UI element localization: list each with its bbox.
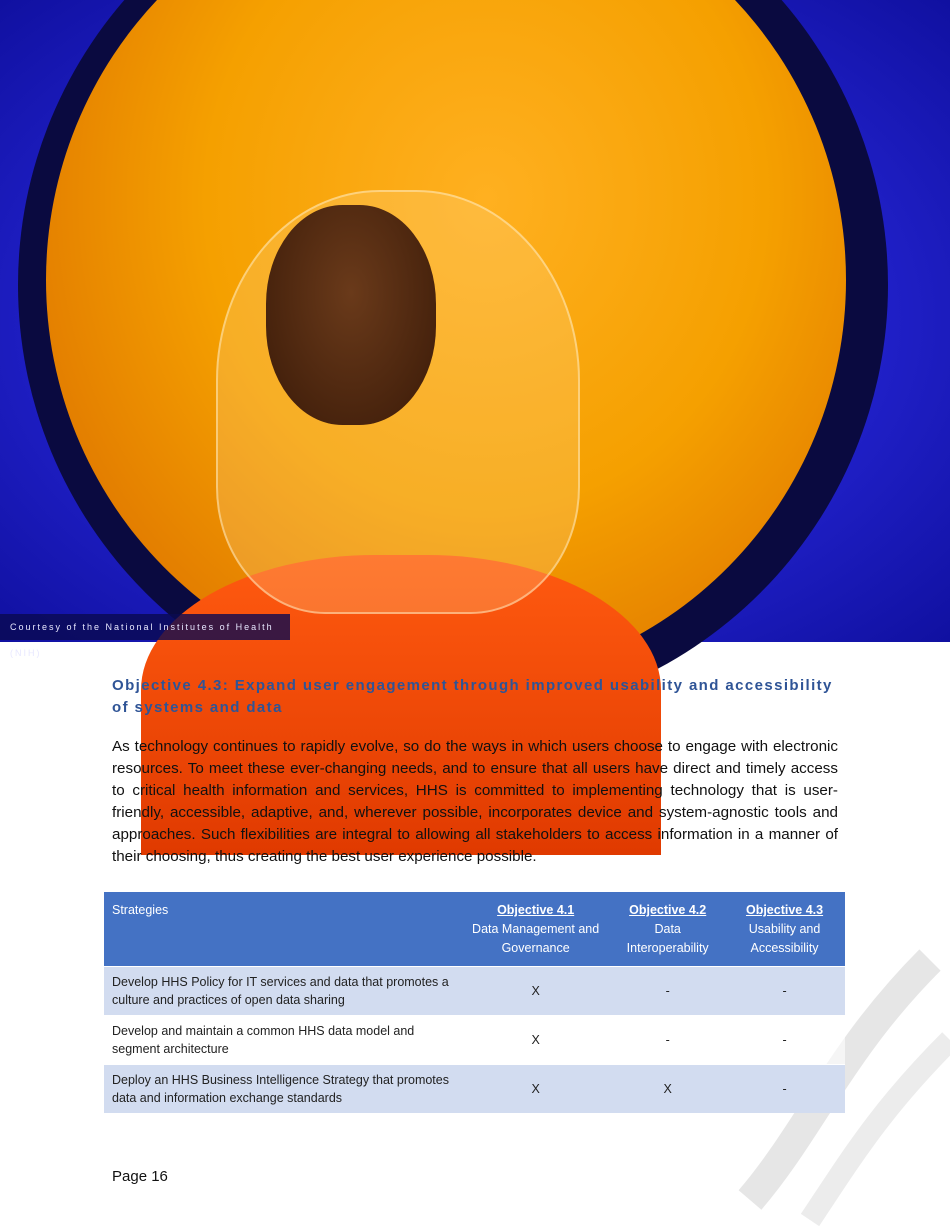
strategy-cell: Develop and maintain a common HHS data model and segment architecture xyxy=(104,1016,460,1065)
section-heading: Objective 4.3: Expand user engagement through improved usability and accessibility of systems and data xyxy=(112,677,833,716)
photo-caption: Courtesy of the National Institutes of Health (NIH) xyxy=(0,614,290,640)
body-paragraph: As technology continues to rapidly evolve, so do the ways in which users choose to engage with electronic resources. To meet these ever-changing needs, and to ensure that all users have direct and timely access to critical health information and services, HHS is committed to implementing technology that is user-friendly, accessible, adaptive, and, wherever possible, incorporates device and system-agnostic tools and approaches. Such flexibilities are integral to allowing all stakeholders to access information in a manner of their choosing, thus creating the best user experience possible. xyxy=(112,738,838,865)
objective-cell: - xyxy=(611,1016,724,1065)
header-objective-4-1: Objective 4.1 Data Management and Governance xyxy=(460,892,611,967)
header-objective-4-3: Objective 4.3 Usability and Accessibility xyxy=(724,892,845,967)
objective-cell: - xyxy=(724,967,845,1016)
table-row xyxy=(104,1065,845,1114)
person-head xyxy=(266,205,436,425)
page-number: Page 16 xyxy=(112,1168,168,1185)
objective-cell: X xyxy=(611,1065,724,1114)
objective-cell: X xyxy=(460,1065,611,1114)
objective-cell: - xyxy=(724,1016,845,1065)
strategy-cell: Deploy an HHS Business Intelligence Strategy that promotes data and information exchange standards xyxy=(104,1065,460,1114)
header-strategies: Strategies xyxy=(104,892,460,967)
objective-cell: - xyxy=(611,967,724,1016)
strategies-table xyxy=(104,892,845,1113)
table-header-row xyxy=(104,892,845,967)
strategy-cell: Develop HHS Policy for IT services and data that promotes a culture and practices of open data sharing xyxy=(104,967,460,1016)
objective-cell: - xyxy=(724,1065,845,1114)
header-objective-4-2: Objective 4.2 Data Interoperability xyxy=(611,892,724,967)
objective-cell: X xyxy=(460,967,611,1016)
table-row xyxy=(104,1016,845,1065)
table-row xyxy=(104,967,845,1016)
objective-cell: X xyxy=(460,1016,611,1065)
